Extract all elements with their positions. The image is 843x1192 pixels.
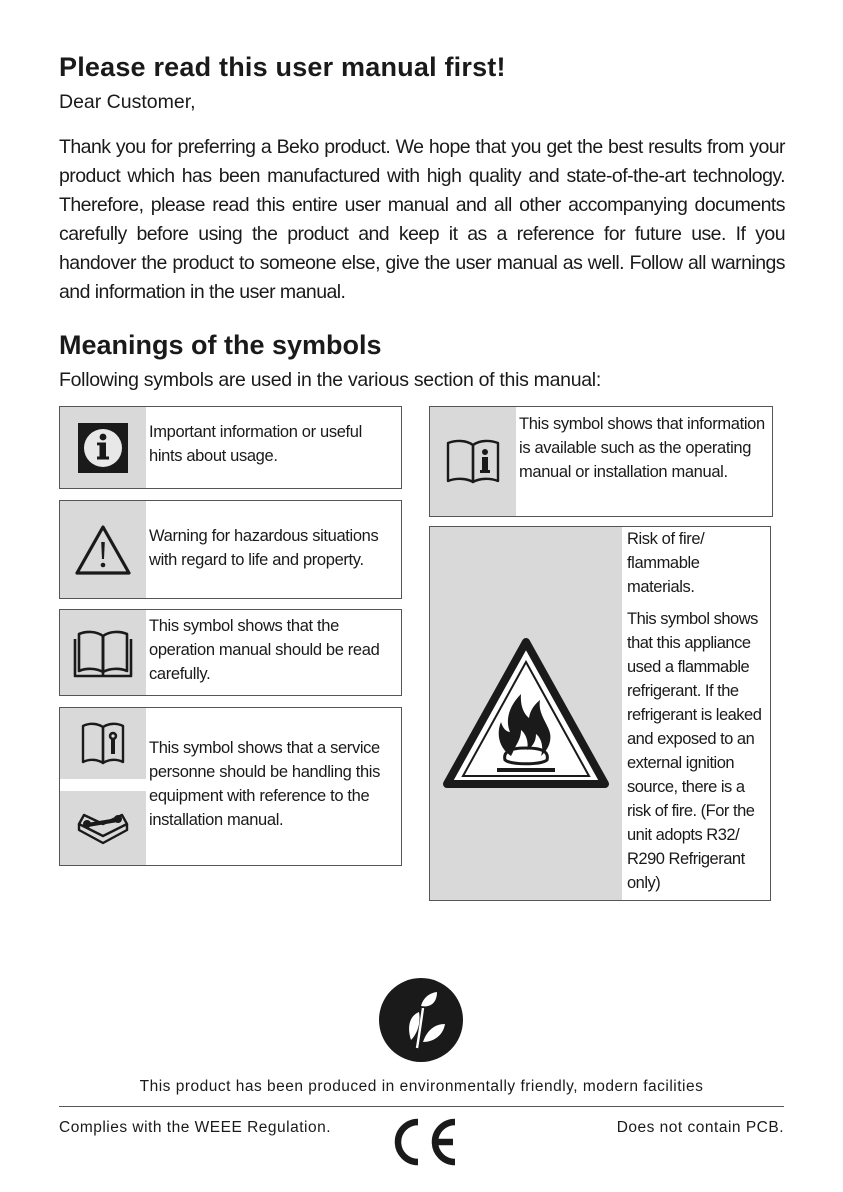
symbol-info-text: Important information or useful hints about usage. [149,423,362,465]
pcb-statement: Does not contain PCB. [616,1119,784,1136]
symbol-read-manual-text: This symbol shows that the operation manual should be read carefully. [149,617,380,683]
info-manual-icon [430,407,516,516]
weee-statement: Complies with the WEEE Regulation. [59,1119,332,1136]
symbol-warning-text: Warning for hazardous situations with regard to life and property. [149,527,379,569]
symbol-service-text: This symbol shows that a service personne should be handling this equipment with reference to the installation manual. [149,739,380,829]
greeting: Dear Customer, [59,91,196,113]
ce-mark-icon [385,1115,460,1169]
eco-statement: This product has been produced in environmentally friendly, modern facilities [139,1078,704,1095]
symbol-info-manual-text: This symbol shows that information is available such as the operating manual or installation manual. [519,415,765,481]
info-icon [60,407,146,488]
eco-leaf-icon [379,978,463,1062]
read-manual-icon [60,610,146,695]
warning-icon [60,501,146,598]
footer-divider [59,1106,784,1107]
symbols-lead: Following symbols are used in the various section of this manual: [59,369,601,391]
installation-manual-icon [60,791,146,865]
flammable-icon [430,527,622,900]
service-manual-icon [60,708,146,779]
symbol-flammable-text: This symbol shows that this appliance used a flammable refrigerant. If the refrigerant is leaked and exposed to an external ignition source, there is a risk of fire. (For the unit adopts R32/ R290 Refrigerant only) [627,610,762,892]
page-title: Please read this user manual first! [59,52,506,82]
symbol-flammable-title: Risk of fire/ flammable materials. [627,530,705,596]
intro-paragraph: Thank you for preferring a Beko product. We hope that you get the best results from your product which has been manufactured with high quality and state-of-the-art technology. Therefore, please read this entire user manual and all other accompanying documents carefully before using the product and keep it as a reference for future use. If you handover the product to someone else, give the user manual as well. Follow all warnings and information in the user manual. [59,136,785,303]
symbols-heading: Meanings of the symbols [59,330,382,360]
